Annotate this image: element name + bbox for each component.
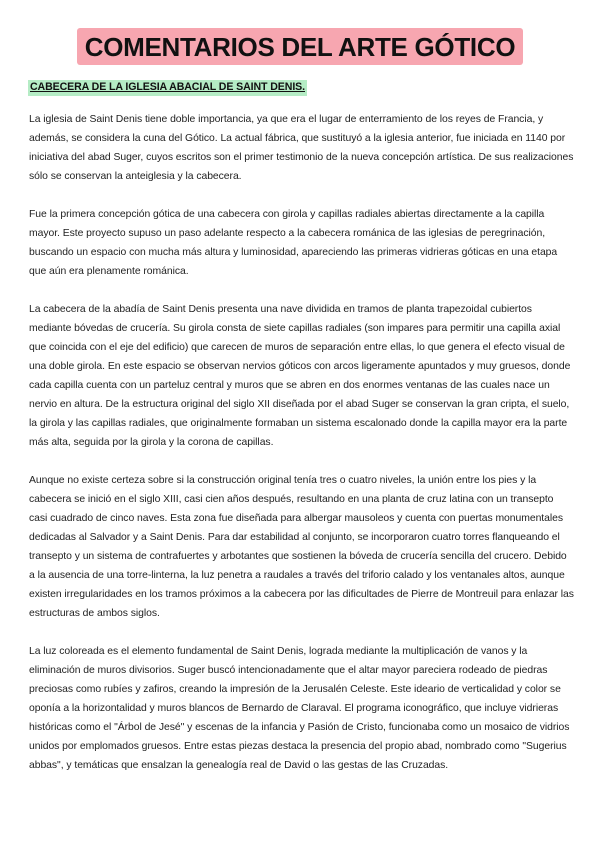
title-container xyxy=(0,28,600,65)
page-title: COMENTARIOS DEL ARTE GÓTICO xyxy=(77,28,524,65)
section-heading: CABECERA DE LA IGLESIA ABACIAL DE SAINT DENIS. xyxy=(28,80,307,96)
paragraph-1: La iglesia de Saint Denis tiene doble importancia, ya que era el lugar de enterramiento de los reyes de Francia, y además, se considera la cuna del Gótico. La actual fábrica, que sustituyó a la iglesia anterior, fue iniciada en 1140 por iniciativa del abad Suger, cuyos escritos son el primer testimonio de la nueva concepción artística. De sus realizaciones sólo se conservan la anteiglesia y la cabecera. xyxy=(29,114,574,182)
paragraph-3: La cabecera de la abadía de Saint Denis presenta una nave dividida en tramos de planta trapezoidal cubiertos mediante bóvedas de crucería. Su girola consta de siete capillas radiales (son impares para permitir una capilla axial que coincida con el eje del edificio) que carecen de muros de separación entre ellas, lo que genera el efecto visual de una doble girola. En este espacio se observan nervios góticos con arcos ligeramente apuntados y muy gruesos, donde cada capilla cuenta con un parteluz central y muros que se abren en dos enormes ventanas de las cuales nace un nervio en altura. De la estructura original del siglo XII diseñada por el abad Suger se conservan la gran cripta, el suelo, la girola y las capillas radiales, que originalmente formaban un sistema escalonado donde la capilla mayor era la parte más alta, seguida por la girola y la corona de capillas. xyxy=(29,304,571,448)
body-text xyxy=(29,110,574,794)
paragraph-2: Fue la primera concepción gótica de una cabecera con girola y capillas radiales abiertas directamente a la capilla mayor. Este proyecto supuso un paso adelante respecto a la cabecera románica de las iglesias de peregrinación, buscando un espacio con mucha más altura y luminosidad, apareciendo las primeras vidrieras góticas en una etapa que aún era plenamente románica. xyxy=(29,209,558,277)
paragraph-4: Aunque no existe certeza sobre si la construcción original tenía tres o cuatro niveles, la unión entre los pies y la cabecera se inició en el siglo XIII, casi cien años después, resultando en una planta de cruz latina con un transepto casi cuadrado de cinco naves. Esta zona fue diseñada para albergar mausoleos y cuenta con puertas monumentales dedicadas al Salvador y a Saint Denis. Para dar estabilidad al conjunto, se incorporaron cuatro torres flanqueando el transepto y un sistema de contrafuertes y arbotantes que sostienen la bóveda de crucería sencilla del crucero. Debido a la ausencia de una torre-linterna, la luz penetra a raudales a través del triforio calado y los ventanales altos, aunque existen irregularidades en los tramos próximos a la cabecera por las dificultades de Pierre de Montreuil para enlazar las estructuras de ambos siglos. xyxy=(29,475,574,619)
paragraph-5: La luz coloreada es el elemento fundamental de Saint Denis, lograda mediante la multiplicación de vanos y la eliminación de muros divisorios. Suger buscó intencionadamente que el altar mayor pareciera rodeado de piedras preciosas como rubíes y zafiros, creando la impresión de la Jerusalén Celeste. Este ideario de verticalidad y color se oponía a la horizontalidad y muros blancos de Bernardo de Claraval. El programa iconográfico, que incluye vidrieras históricas como el "Árbol de Jesé" y escenas de la infancia y Pasión de Cristo, funcionaba como un mosaico de vidrios unidos por emplomados gruesos. Entre estas piezas destaca la presencia del propio abad, nombrado como "Sugerius abbas", y temáticas que ensalzan la genealogía real de David o las gestas de las Cruzadas. xyxy=(29,646,570,771)
